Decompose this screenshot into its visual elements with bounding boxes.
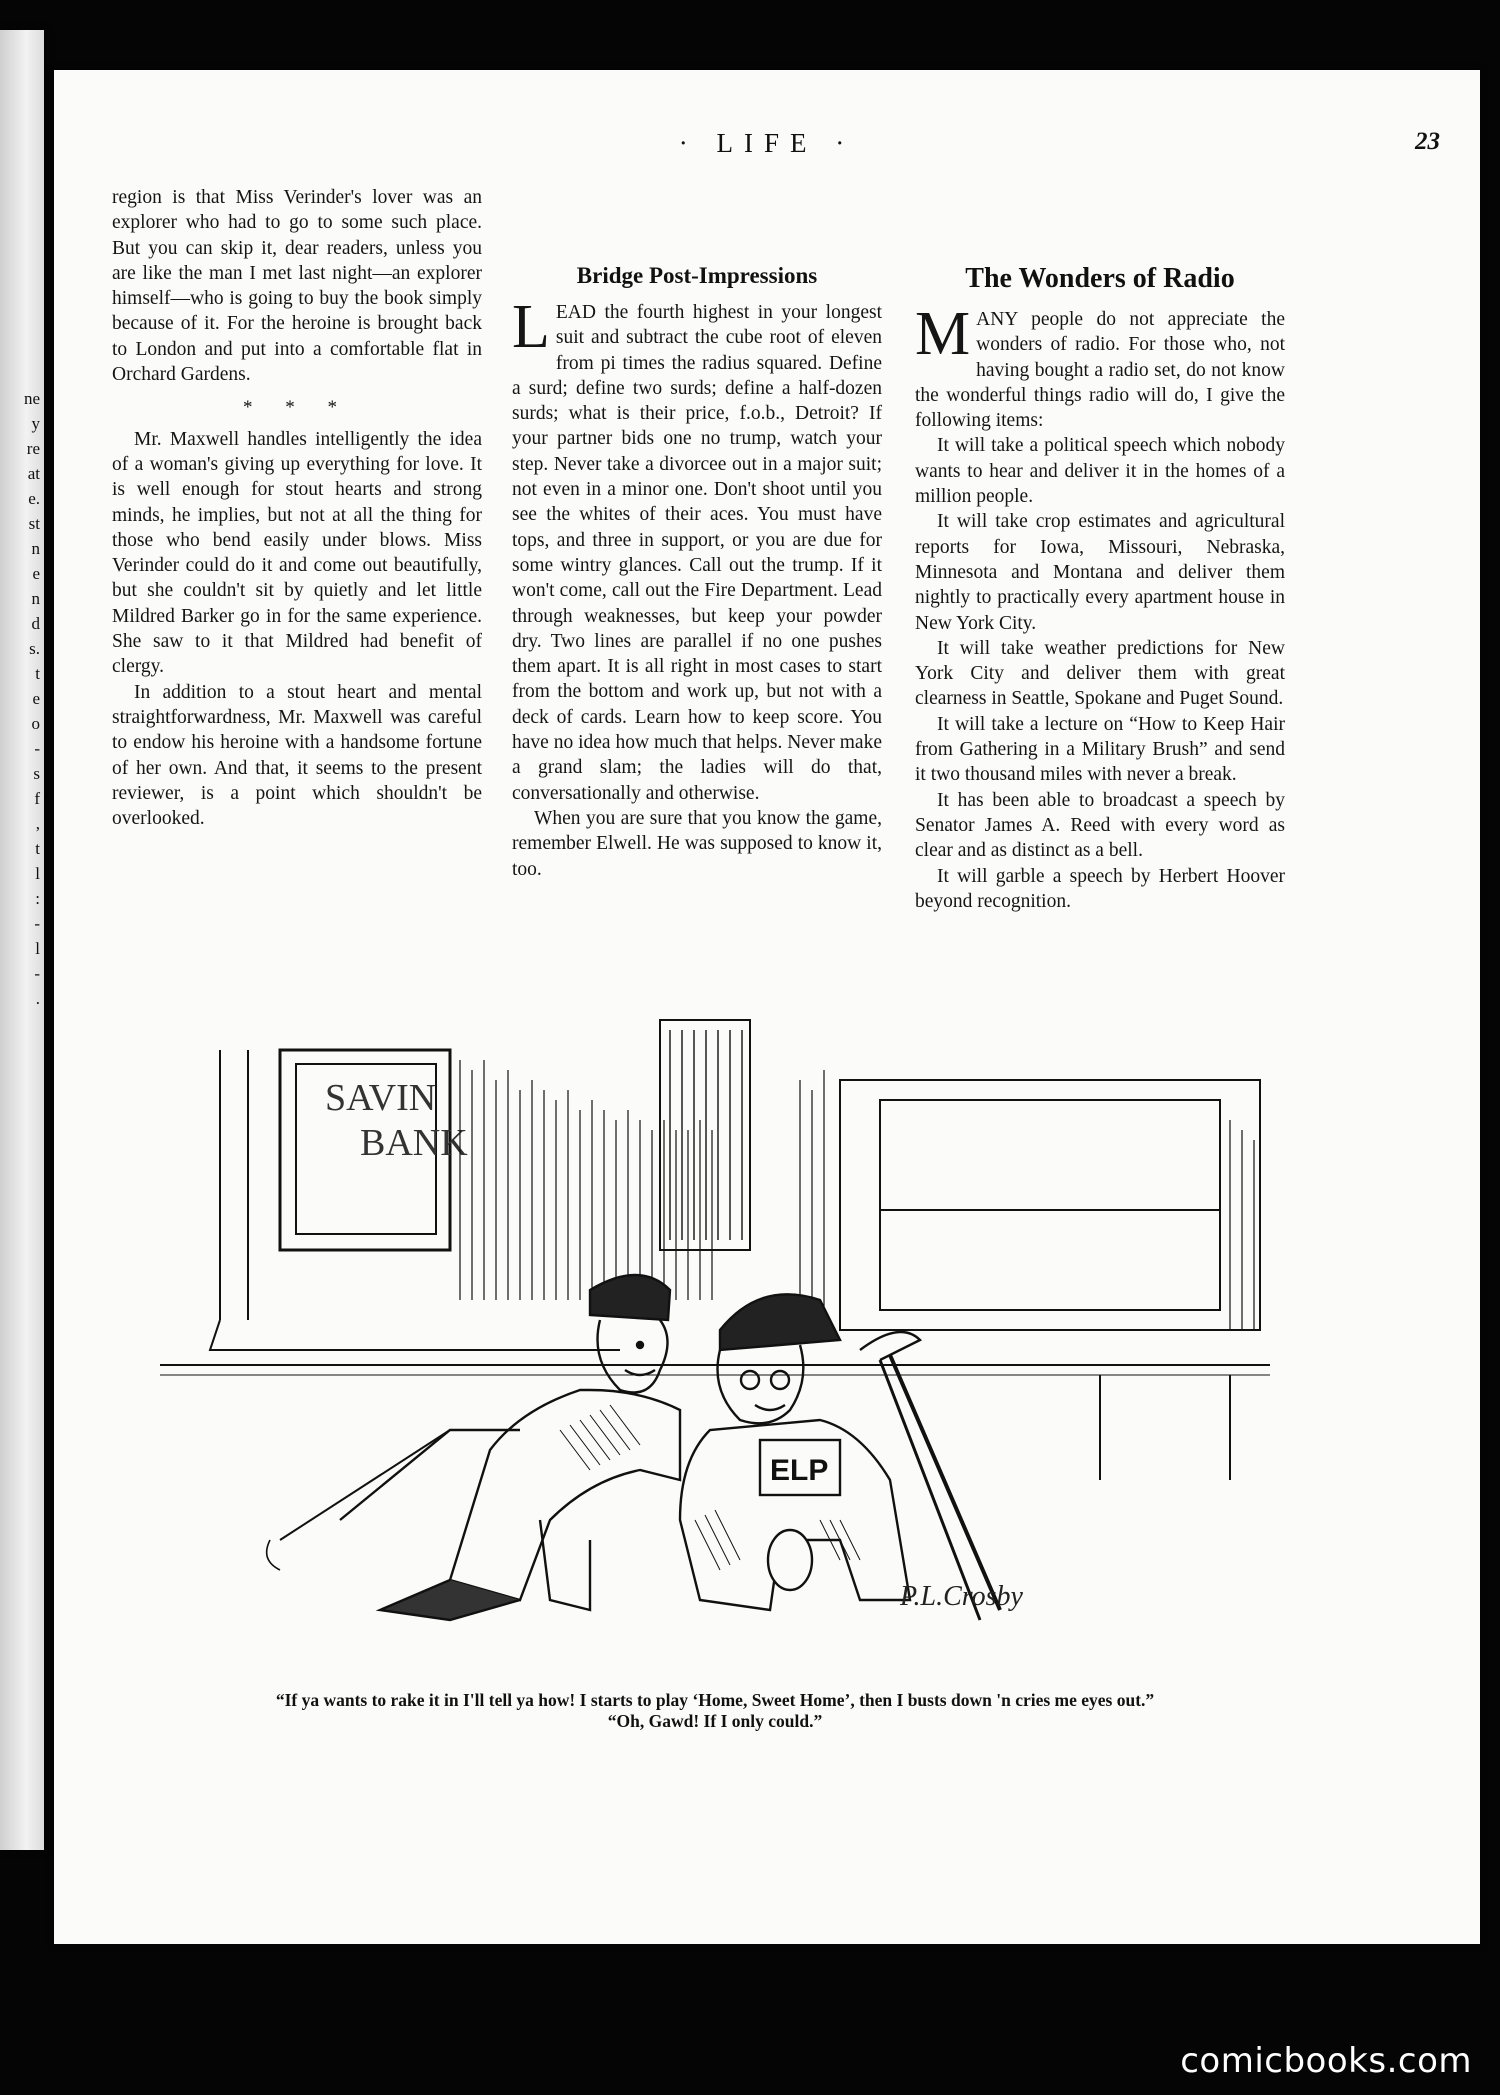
caption-line: “If ya wants to rake it in I'll tell ya how! I starts to play ‘Home, Sweet Home’, then I busts down 'n cries me eyes out.” <box>275 1690 1155 1710</box>
section-separator: * * * <box>243 397 351 419</box>
previous-page-text-fragment: t <box>35 839 40 858</box>
paragraph: It will take a lecture on “How to Keep Hair from Gathering in a Military Brush” and send it two thousand miles with never a break. <box>915 713 1285 786</box>
previous-page-text-fragment: n <box>31 539 40 558</box>
paragraph-text: EAD the fourth highest in your longest suit and subtract the cube root of eleven from pi times the radius squared. Define a surd; define two surds; define a half-dozen surds; what is their price, f.o.b., Detroit? If your partner bids one no trump, watch your step. Never take a divorcee out in a major suit; not even in a minor one. Don't shoot until you see the whites of their aces. You must have tops, and three in support, or you are due for some wintry glances. Call out the trump. If it won't come, call out the Fire Department. Lead through weaknesses, but keep your powder dry. Two lines are parallel if no one pushes them apart. It is all right in most cases to start from the bottom and work up, but not with a deck of cards. Learn how to keep score. You have no idea how much that helps. Never make a grand slam; the ladies will do that, conversationally and otherwise. <box>512 302 882 804</box>
running-head: · LIFE · <box>678 128 856 158</box>
tramp-left <box>267 1275 680 1620</box>
previous-page-text-fragment: re <box>26 439 40 458</box>
paragraph: It will garble a speech by Herbert Hoover beyond recognition. <box>915 865 1285 912</box>
watermark: comicbooks.com <box>1180 2041 1472 2081</box>
previous-page-text-fragment: s. <box>29 639 40 658</box>
tramp-right <box>680 1294 1000 1620</box>
paragraph: It will take crop estimates and agricultural reports for Iowa, Missouri, Nebraska, Minnesota and Montana and deliver them nightly to practically every apartment house in New York City. <box>915 511 1285 634</box>
paragraph: When you are sure that you know the game, remember Elwell. He was supposed to know it, too. <box>512 807 882 880</box>
caption-line: “Oh, Gawd! If I only could.” <box>607 1711 823 1731</box>
previous-page-text-fragment: , <box>35 814 40 833</box>
paragraph: It will take weather predictions for New York City and deliver them with great clearness in Seattle, Spokane and Puget Sound. <box>915 637 1285 710</box>
paragraph <box>915 300 1285 433</box>
paragraph: region is that Miss Verinder's lover was an explorer who had to go to some such place. But you can skip it, dear readers, unless you are like the man I met last night—an explorer himself—who is going to buy the book simply because of it. For the heroine is brought back to London and put into a comfortable flat in Orchard Gardens. <box>112 187 482 386</box>
previous-page-text-fragment: - <box>34 964 40 983</box>
artist-signature: P.L.Crosby <box>900 1581 1023 1612</box>
previous-page-text-fragment: : <box>35 889 40 908</box>
previous-page-text-fragment: n <box>31 589 40 608</box>
previous-page-text-fragment: at <box>27 464 40 483</box>
paragraph: Mr. Maxwell handles intelligently the idea of a woman's giving up everything for love. It is well enough for stout hearts and strong minds, he implies, but not at all the thing for those who bend easily under blows. Miss Verinder could do it and come out beautifully, but she couldn't sit by quietly and let little Mildred Barker go in for the same experience. She saw to it that Mildred had benefit of clergy. <box>112 428 482 678</box>
previous-page-text-fragment: ne <box>23 389 40 408</box>
cartoon-illustration <box>120 960 1300 1640</box>
previous-page-edge <box>0 30 44 1850</box>
cartoon-drawing <box>120 960 1300 1640</box>
previous-page-text-fragment: . <box>35 989 40 1008</box>
building-background <box>160 1020 1270 1480</box>
drop-cap: L <box>512 293 550 361</box>
sign-text: SAVIN <box>325 1077 437 1119</box>
paragraph-text: ANY people do not appreciate the wonders of radio. For those who, not having bought a radio set, do not know the wonderful things radio will do, I give the following items: <box>915 309 1285 432</box>
previous-page-text-fragment: - <box>34 914 40 933</box>
previous-page-text-fragment: t <box>35 664 40 683</box>
placard-text: ELP <box>770 1454 829 1487</box>
paragraph: It has been able to broadcast a speech by Senator James A. Reed with every word as clear and as distinct as a bell. <box>915 789 1285 862</box>
paragraph <box>512 293 882 806</box>
previous-page-text-fragment: e. <box>28 489 40 508</box>
column-review <box>112 185 482 831</box>
previous-page-text-fragment: d <box>31 614 40 633</box>
previous-page-text-fragment: l <box>35 939 40 958</box>
cartoon-caption <box>150 1690 1280 1732</box>
previous-page-text-fragment: f <box>34 789 40 808</box>
article-heading: Bridge Post-Impressions <box>576 263 818 288</box>
previous-page-text-fragment: o <box>31 714 40 733</box>
paragraph: It will take a political speech which nobody wants to hear and deliver it in the homes of a million people. <box>915 435 1285 508</box>
drop-cap: M <box>915 300 971 368</box>
previous-page-text-fragment: - <box>34 739 40 758</box>
previous-page-text-fragment: y <box>31 414 40 433</box>
sign-text: BANK <box>360 1122 468 1164</box>
column-bridge <box>512 185 882 882</box>
paragraph: In addition to a stout heart and mental straightforwardness, Mr. Maxwell was careful to endow his heroine with a handsome fortune of her own. And that, it seems to the present reviewer, is a point which shouldn't be overlooked. <box>112 681 482 830</box>
column-radio <box>915 185 1285 914</box>
previous-page-text-fragment: s <box>33 764 40 783</box>
previous-page-text-fragment: st <box>28 514 40 533</box>
previous-page-text-fragment: e <box>32 689 40 708</box>
previous-page-text-fragment: l <box>35 864 40 883</box>
previous-page-text-fragment: e <box>32 564 40 583</box>
article-heading: The Wonders of Radio <box>965 263 1235 294</box>
page-number: 23 <box>1415 128 1440 155</box>
